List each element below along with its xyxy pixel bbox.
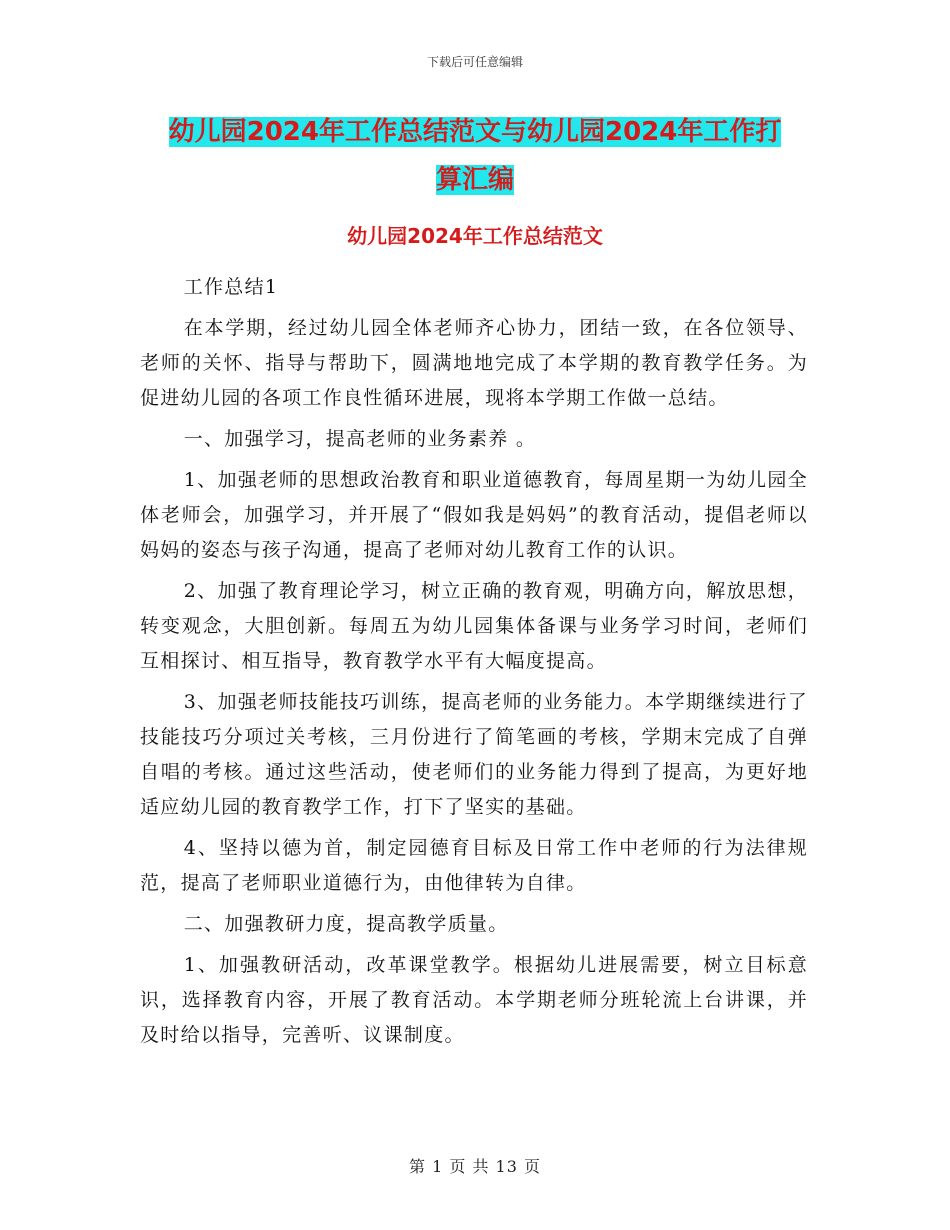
document-body bbox=[140, 270, 808, 1059]
document-title-line-2: 算汇编 bbox=[435, 165, 514, 195]
paragraph-item-3: 3、加强老师技能技巧训练，提高老师的业务能力。本学期继续进行了技能技巧分项过关考核，三月份进行了简笔画的考核，学期末完成了自弹自唱的考核。通过这些活动，使老师们的业务能力得到了提高，为更好地适应幼儿园的教育教学工作，打下了坚实的基础。 bbox=[140, 691, 808, 818]
paragraph-section-2-item-1: 1、加强教研活动，改革课堂教学。根据幼儿进展需要，树立目标意识，选择教育内容，开展了教育活动。本学期老师分班轮流上台讲课，并及时给以指导，完善听、议课制度。 bbox=[140, 954, 808, 1046]
document-title bbox=[140, 108, 810, 204]
document-title-line-1: 幼儿园2024年工作总结范文与幼儿园2024年工作打 bbox=[168, 117, 782, 147]
paragraph-intro: 在本学期，经过幼儿园全体老师齐心协力，团结一致，在各位领导、老师的关怀、指导与帮助下，圆满地地完成了本学期的教育教学任务。为促进幼儿园的各项工作良性循环进展，现将本学期工作做一总结。 bbox=[140, 317, 808, 409]
section-title: 幼儿园2024年工作总结范文 bbox=[347, 224, 603, 248]
page-footer: 第 1 页 共 13 页 bbox=[409, 1157, 541, 1176]
header-note: 下载后可任意编辑 bbox=[426, 55, 523, 69]
paragraph-summary-label: 工作总结1 bbox=[183, 276, 279, 298]
paragraph-item-2: 2、加强了教育理论学习，树立正确的教育观，明确方向，解放思想，转变观念，大胆创新。每周五为幼儿园集体备课与业务学习时间，老师们互相探讨、相互指导，教育教学水平有大幅度提高。 bbox=[140, 580, 808, 672]
heading-section-2: 二、加强教研力度，提高教学质量。 bbox=[183, 913, 509, 935]
heading-section-1: 一、加强学习，提高老师的业务素养 。 bbox=[183, 428, 537, 450]
paragraph-item-1: 1、加强老师的思想政治教育和职业道德教育，每周星期一为幼儿园全体老师会，加强学习，并开展了“假如我是妈妈”的教育活动，提倡老师以妈妈的姿态与孩子沟通，提高了老师对幼儿教育工作的认识。 bbox=[140, 469, 808, 561]
paragraph-item-4: 4、坚持以德为首，制定园德育目标及日常工作中老师的行为法律规范，提高了老师职业道德行为，由他律转为自律。 bbox=[140, 837, 808, 894]
